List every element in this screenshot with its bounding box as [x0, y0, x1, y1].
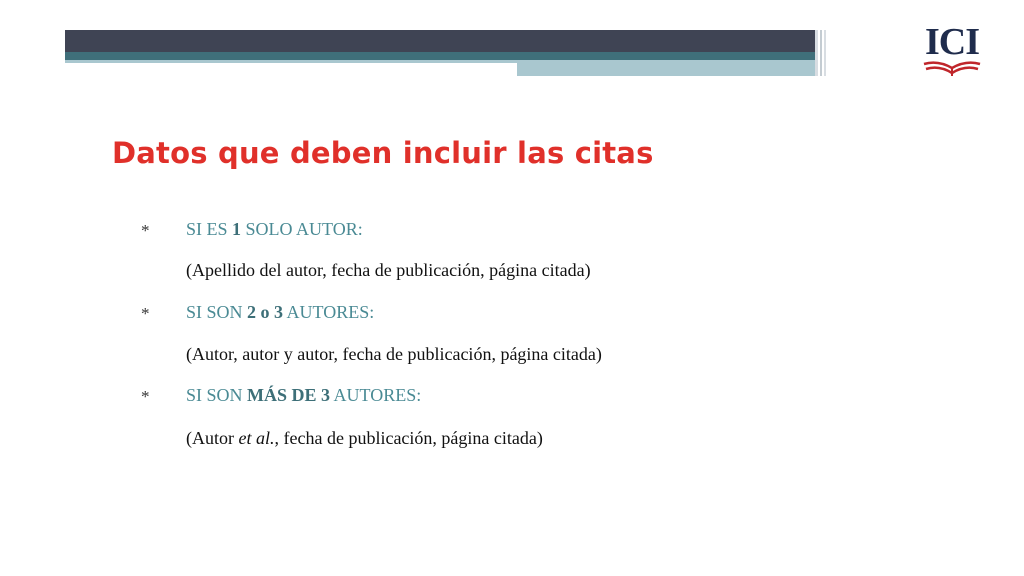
slide-title: Datos que deben incluir las citas	[112, 136, 654, 170]
logo-text: ICI	[924, 21, 980, 63]
header-band-teal	[65, 52, 815, 60]
item-heading: SI SON 2 o 3 AUTORES:	[186, 302, 375, 322]
bullet-asterisk: *	[141, 221, 150, 240]
item-detail: (Autor et al., fecha de publicación, página citada)	[186, 428, 543, 448]
header-band-thin-line	[65, 60, 517, 63]
item-detail: (Autor, autor y autor, fecha de publicación, página citada)	[186, 344, 602, 364]
item-heading: SI ES 1 SOLO AUTOR:	[186, 219, 363, 239]
header-band-light	[517, 60, 815, 76]
open-book-icon	[922, 60, 982, 80]
bullet-asterisk: *	[141, 387, 150, 406]
header-band-stripe	[815, 30, 818, 76]
ici-logo	[918, 22, 986, 84]
header-band	[65, 30, 827, 76]
item-detail: (Apellido del autor, fecha de publicación, página citada)	[186, 260, 591, 280]
header-band-stripe	[820, 30, 822, 76]
header-band-dark	[65, 30, 815, 52]
header-band-stripe	[824, 30, 826, 76]
bullet-asterisk: *	[141, 304, 150, 323]
item-heading: SI SON MÁS DE 3 AUTORES:	[186, 385, 422, 405]
